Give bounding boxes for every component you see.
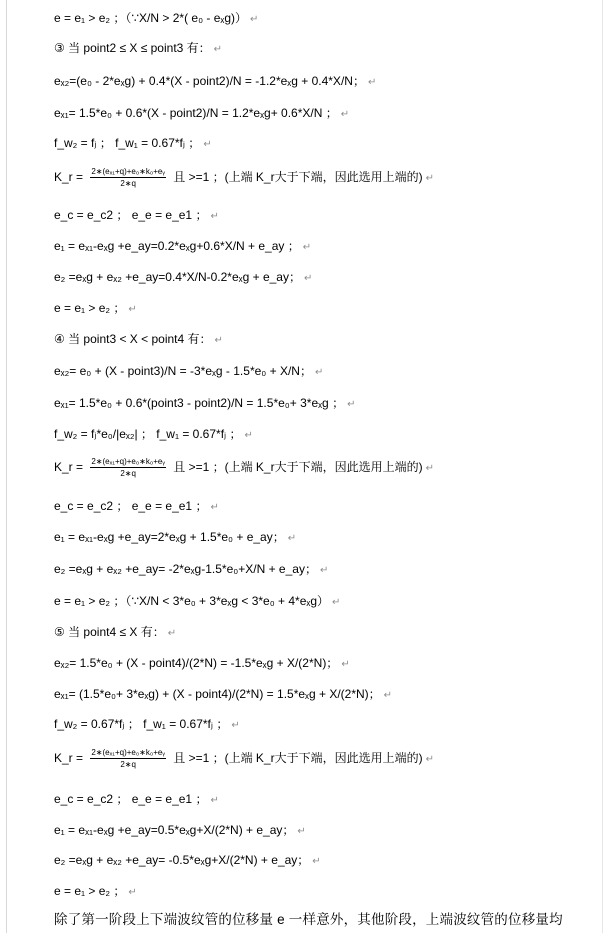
- paragraph-mark-icon: ↵: [231, 720, 240, 731]
- body-paragraph: 除了第一阶段上下端波纹管的位移量 e 一样意外，其他阶段，上端波纹管的位移量均: [54, 912, 563, 927]
- page-left-border: [6, 0, 7, 933]
- paragraph-mark-icon: ↵: [210, 502, 219, 513]
- kr-fraction: $\frac{\text{2∗(eₓ₁+q)+e₀∗k₀+eᵧ}}{2∗q}$: [91, 748, 165, 770]
- equation-line: f_w₂ = fⱼ*e₀/|eₓ₂| ； f_w₁ = 0.67*fⱼ ； ↵: [54, 427, 253, 441]
- paragraph-mark-icon: ↵: [250, 14, 259, 25]
- paragraph-mark-icon: ↵: [425, 173, 434, 184]
- kr-fraction: $\frac{\text{2∗(eₓ₁+q)+e₀∗k₀+eᵧ}}{2∗q}$: [91, 167, 165, 189]
- paragraph-mark-icon: ↵: [128, 304, 137, 315]
- kr-fraction: $\frac{\text{2∗(eₓ₁+q)+e₀∗k₀+eᵧ}}{2∗q}$: [91, 457, 165, 479]
- equation-line: e₁ = eₓ₁-eₓg +e_ay=2*eₓg + 1.5*e₀ + e_ay； ↵: [54, 530, 297, 544]
- paragraph-mark-icon: ↵: [425, 463, 434, 474]
- equation-line: e₁ = eₓ₁-eₓg +e_ay=0.2*eₓg+0.6*X/N + e_ay ； ↵: [54, 239, 312, 253]
- equation-line: e₂ =eₓg + eₓ₂ +e_ay= -2*eₓg-1.5*e₀+X/N + e_ay； ↵: [54, 562, 329, 576]
- equation-line: e₁ = eₓ₁-eₓg +e_ay=0.5*eₓg+X/(2*N) + e_ay； ↵: [54, 823, 306, 837]
- paragraph-mark-icon: ↵: [297, 826, 306, 837]
- equation-line: e = e₁ > e₂ ；（∵X/N < 3*e₀ + 3*eₓg < 3*e₀ + 4*eₓg） ↵: [54, 594, 341, 608]
- equation-line: eₓ₁= (1.5*e₀+ 3*eₓg) + (X - point4)/(2*N) = 1.5*eₓg + X/(2*N)； ↵: [54, 687, 393, 701]
- page-right-border: [602, 0, 603, 933]
- case-heading: ③ 当 point2 ≤ X ≤ point3 有： ↵: [54, 41, 223, 55]
- paragraph-mark-icon: ↵: [203, 139, 212, 150]
- paragraph-mark-icon: ↵: [332, 597, 341, 608]
- paragraph-mark-icon: ↵: [210, 795, 219, 806]
- case-heading: ⑤ 当 point4 ≤ X 有： ↵: [54, 625, 177, 639]
- equation-line: eₓ₂= 1.5*e₀ + (X - point4)/(2*N) = -1.5*eₓg + X/(2*N)； ↵: [54, 656, 350, 670]
- equation-line: e = e₁ > e₂ ；（∵X/N > 2*( e₀ - eₓg)） ↵: [54, 11, 259, 25]
- kr-formula: K_r = $\frac{\text{2∗(eₓ₁+q)+e₀∗k₀+eᵧ}}{2∗q}$ 且 >=1 ；(上端 K_r大于下端，因此选用上端的) ↵: [54, 167, 434, 189]
- equation-line: eₓ₁= 1.5*e₀ + 0.6*(point3 - point2)/N = 1.5*e₀+ 3*eₓg ； ↵: [54, 396, 356, 410]
- paragraph-mark-icon: ↵: [213, 44, 223, 55]
- equation-line: eₓ₂=(e₀ - 2*eₓg) + 0.4*(X - point2)/N = -1.2*eₓg + 0.4*X/N； ↵: [54, 74, 377, 88]
- paragraph-mark-icon: ↵: [319, 565, 329, 576]
- equation-line: e₂ =eₓg + eₓ₂ +e_ay= -0.5*eₓg+X/(2*N) + e_ay； ↵: [54, 853, 321, 867]
- paragraph-mark-icon: ↵: [312, 856, 321, 867]
- equation-line: e = e₁ > e₂ ； ↵: [54, 301, 137, 315]
- equation-line: e = e₁ > e₂ ； ↵: [54, 884, 137, 898]
- kr-formula: K_r = $\frac{\text{2∗(eₓ₁+q)+e₀∗k₀+eᵧ}}{2∗q}$ 且 >=1 ；(上端 K_r大于下端，因此选用上端的) ↵: [54, 748, 434, 770]
- equation-line: e₂ =eₓg + eₓ₂ +e_ay=0.4*X/N-0.2*eₓg + e_ay； ↵: [54, 270, 313, 284]
- paragraph-mark-icon: ↵: [340, 109, 350, 120]
- paragraph-mark-icon: ↵: [302, 242, 312, 253]
- equation-line: f_w₂ = 0.67*fⱼ ； f_w₁ = 0.67*fⱼ ； ↵: [54, 717, 240, 731]
- paragraph-mark-icon: ↵: [128, 887, 137, 898]
- equation-line: f_w₂ = fⱼ ； f_w₁ = 0.67*fⱼ ； ↵: [54, 136, 212, 150]
- equation-line: e_c = e_c2 ； e_e = e_e1 ； ↵: [54, 208, 219, 222]
- paragraph-mark-icon: ↵: [287, 533, 297, 544]
- paragraph-mark-icon: ↵: [314, 367, 324, 378]
- case-heading: ④ 当 point3 < X < point4 有： ↵: [54, 332, 223, 346]
- paragraph-mark-icon: ↵: [303, 273, 313, 284]
- paragraph-mark-icon: ↵: [367, 77, 377, 88]
- kr-formula: K_r = $\frac{\text{2∗(eₓ₁+q)+e₀∗k₀+eᵧ}}{2∗q}$ 且 >=1 ；(上端 K_r大于下端，因此选用上端的) ↵: [54, 457, 434, 479]
- paragraph-mark-icon: ↵: [341, 659, 350, 670]
- paragraph-mark-icon: ↵: [244, 430, 253, 441]
- paragraph-mark-icon: ↵: [214, 335, 223, 346]
- paragraph-mark-icon: ↵: [167, 628, 177, 639]
- paragraph-mark-icon: ↵: [383, 690, 393, 701]
- equation-line: e_c = e_c2 ； e_e = e_e1 ； ↵: [54, 792, 219, 806]
- equation-line: e_c = e_c2 ； e_e = e_e1 ； ↵: [54, 499, 219, 513]
- paragraph-mark-icon: ↵: [425, 754, 434, 765]
- equation-line: eₓ₁= 1.5*e₀ + 0.6*(X - point2)/N = 1.2*eₓg+ 0.6*X/N ； ↵: [54, 106, 350, 120]
- equation-line: eₓ₂= e₀ + (X - point3)/N = -3*eₓg - 1.5*e₀ + X/N； ↵: [54, 364, 324, 378]
- paragraph-mark-icon: ↵: [347, 399, 356, 410]
- paragraph-mark-icon: ↵: [210, 211, 219, 222]
